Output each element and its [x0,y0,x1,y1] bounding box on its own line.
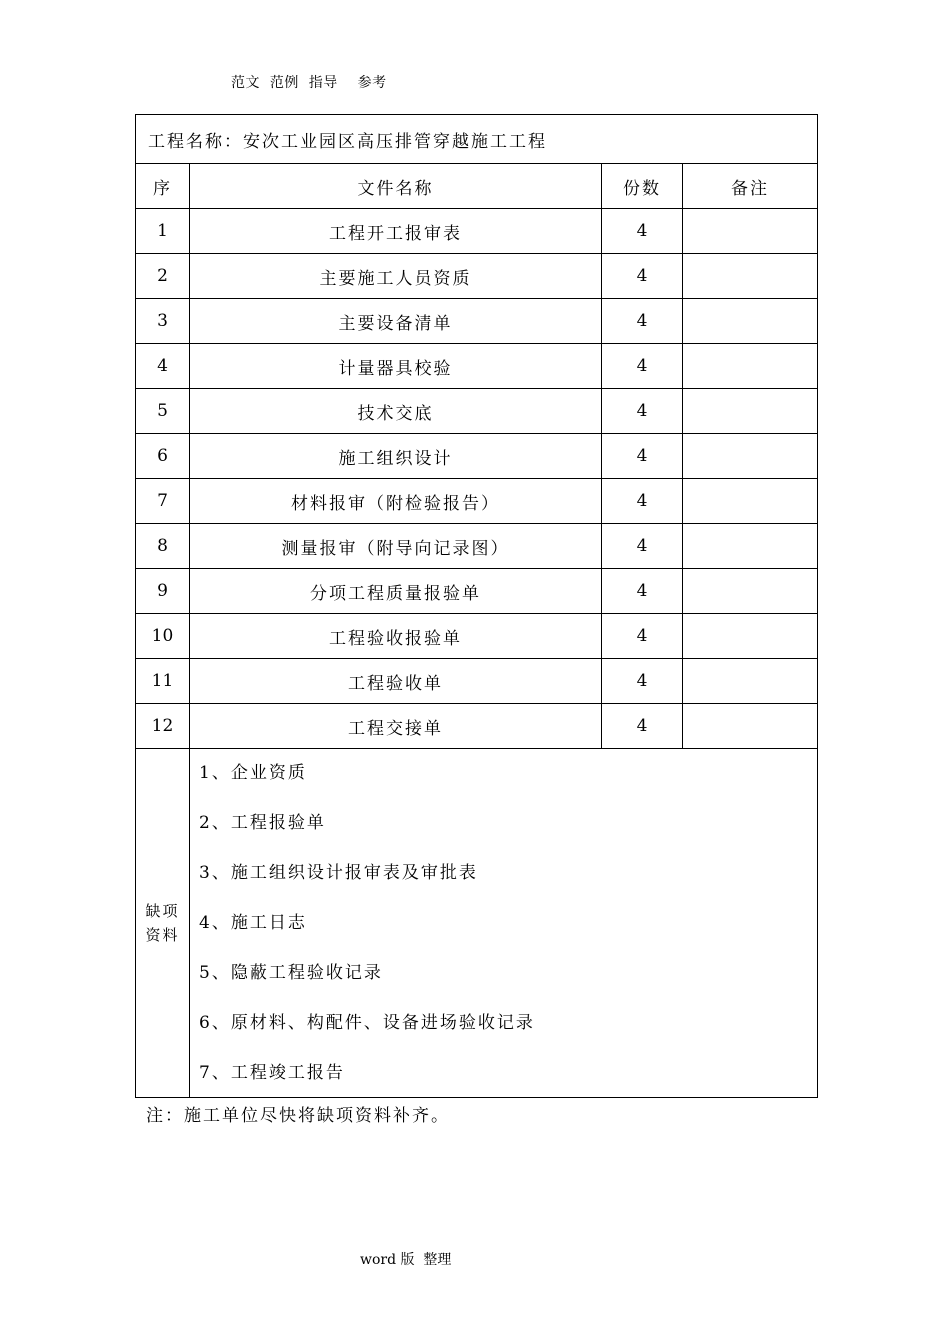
row-remark [683,344,818,389]
table-row [136,254,818,299]
column-header-file: 文件名称 [190,164,602,209]
table-row [136,659,818,704]
row-seq: 9 [136,569,190,614]
row-copies: 4 [602,704,683,749]
document-table [135,114,818,1098]
list-item: 5、隐蔽工程验收记录 [199,963,383,983]
column-header-seq: 序 [136,164,190,209]
row-seq: 7 [136,479,190,524]
row-file-name: 工程验收报验单 [190,614,602,659]
row-copies: 4 [602,524,683,569]
row-file-name: 分项工程质量报验单 [190,569,602,614]
table-row [136,569,818,614]
row-remark [683,299,818,344]
row-copies: 4 [602,344,683,389]
row-copies: 4 [602,299,683,344]
table-row [136,344,818,389]
project-name: 工程名称：安次工业园区高压排管穿越施工工程 [136,115,818,164]
table-row [136,299,818,344]
row-copies: 4 [602,659,683,704]
row-seq: 6 [136,434,190,479]
row-seq: 3 [136,299,190,344]
row-seq: 4 [136,344,190,389]
list-item: 1、企业资质 [199,763,307,783]
header-row [136,164,818,209]
row-copies: 4 [602,434,683,479]
table-row [136,524,818,569]
list-item: 6、原材料、构配件、设备进场验收记录 [199,1013,535,1033]
page-footer: word 版 整理 [360,1252,452,1268]
table-row [136,389,818,434]
row-remark [683,389,818,434]
row-copies: 4 [602,209,683,254]
missing-materials-label [136,749,190,1098]
row-file-name: 工程交接单 [190,704,602,749]
missing-materials-row [136,749,818,1098]
table-row [136,434,818,479]
row-file-name: 主要设备清单 [190,299,602,344]
row-seq: 5 [136,389,190,434]
row-seq: 11 [136,659,190,704]
row-seq: 2 [136,254,190,299]
row-remark [683,209,818,254]
row-remark [683,659,818,704]
row-file-name: 材料报审（附检验报告） [190,479,602,524]
column-header-remark: 备注 [683,164,818,209]
row-file-name: 工程验收单 [190,659,602,704]
list-item: 4、施工日志 [199,913,307,933]
row-seq: 1 [136,209,190,254]
row-copies: 4 [602,614,683,659]
row-file-name: 测量报审（附导向记录图） [190,524,602,569]
row-file-name: 主要施工人员资质 [190,254,602,299]
row-seq: 12 [136,704,190,749]
row-copies: 4 [602,479,683,524]
missing-label-line1: 缺项 [145,902,180,920]
table-row [136,479,818,524]
list-item: 2、工程报验单 [199,813,326,833]
table-row [136,209,818,254]
row-copies: 4 [602,389,683,434]
missing-label-line2: 资料 [145,926,180,944]
row-file-name: 计量器具校验 [190,344,602,389]
missing-materials-list [190,749,818,1098]
row-seq: 8 [136,524,190,569]
row-copies: 4 [602,569,683,614]
row-remark [683,254,818,299]
row-remark [683,569,818,614]
row-remark [683,479,818,524]
row-copies: 4 [602,254,683,299]
row-seq: 10 [136,614,190,659]
row-remark [683,614,818,659]
row-file-name: 技术交底 [190,389,602,434]
row-file-name: 施工组织设计 [190,434,602,479]
row-remark [683,704,818,749]
row-remark [683,524,818,569]
column-header-copies: 份数 [602,164,683,209]
table-row [136,704,818,749]
list-item: 3、施工组织设计报审表及审批表 [199,863,478,883]
note-text: 注：施工单位尽快将缺项资料补齐。 [146,1106,450,1126]
row-file-name: 工程开工报审表 [190,209,602,254]
page-header: 范文 范例 指导 参考 [231,75,387,91]
table-row [136,614,818,659]
row-remark [683,434,818,479]
list-item: 7、工程竣工报告 [199,1063,345,1083]
